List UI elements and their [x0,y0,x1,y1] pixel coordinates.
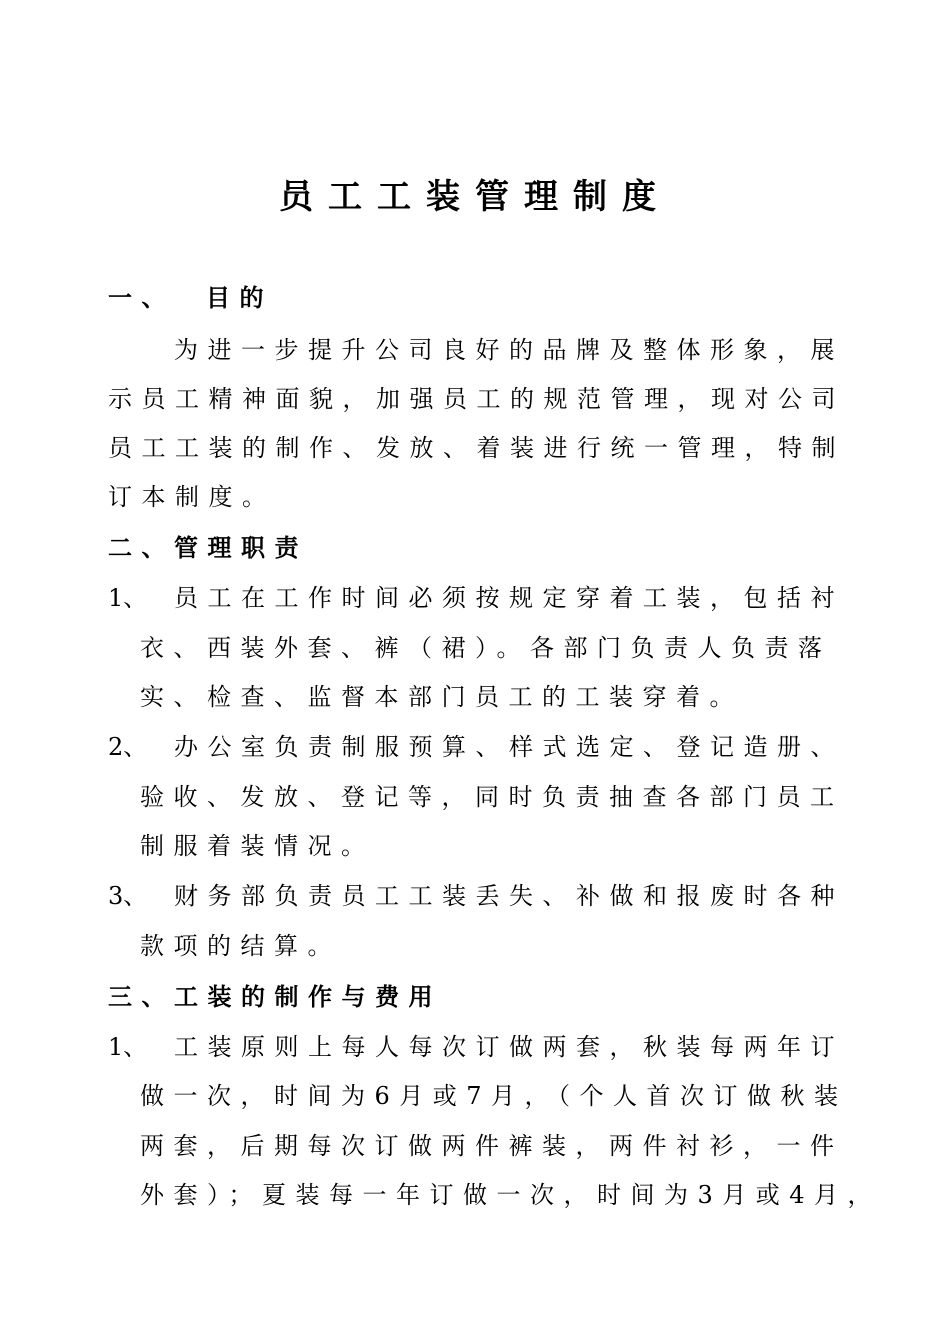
paragraph-line: 示员工精神面貌，加强员工的规范管理，现对公司 [108,385,845,413]
section-number: 一、 [108,283,175,312]
item-line: 验收、发放、登记等，同时负责抽查各部门员工 [140,783,844,811]
item-line: 款项的结算。 [140,932,341,960]
section-heading [108,278,842,318]
section-heading [108,528,842,568]
item-number: 1、 [108,584,148,612]
section-title: 管理职责 [174,533,308,562]
item-number: 3、 [108,882,148,910]
item-line: 工装原则上每人每次订做两套，秋装每两年订 [174,1033,844,1061]
item-line: 外套）；夏装每一年订做一次，时间为3月或4月， [140,1181,882,1209]
item-number: 2、 [108,733,148,761]
item-line: 衣、西装外套、裤（裙）。各部门负责人负责落 [140,634,832,662]
item-line: 办公室负责制服预算、样式选定、登记造册、 [174,733,844,761]
item-line: 实、检查、监督本部门员工的工装穿着。 [140,683,743,711]
section-title: 目的 [206,283,273,312]
paragraph-line: 订本制度。 [108,483,276,511]
list-item [108,727,842,767]
paragraph-line: 为进一步提升公司良好的品牌及整体形象，展 [174,336,844,364]
section-title: 工装的制作与费用 [174,982,442,1011]
paragraph-line: 员工工装的制作、发放、着装进行统一管理，特制 [108,434,845,462]
list-item [108,1027,842,1067]
list-item [108,876,842,916]
item-line: 两套，后期每次订做两件裤装，两件衬衫，一件 [140,1132,844,1160]
item-line: 员工在工作时间必须按规定穿着工装，包括衬 [174,584,844,612]
item-line: 做一次，时间为6月或7月，（个人首次订做秋装 [140,1082,848,1110]
section-heading [108,977,842,1017]
section-number: 三、 [108,982,175,1011]
item-line: 财务部负责员工工装丢失、补做和报废时各种 [174,882,844,910]
item-number: 1、 [108,1033,148,1061]
section-number: 二、 [108,533,175,562]
item-line: 制服着装情况。 [140,832,375,860]
document-title: 员工工装管理制度 [279,177,671,217]
list-item [108,578,842,618]
